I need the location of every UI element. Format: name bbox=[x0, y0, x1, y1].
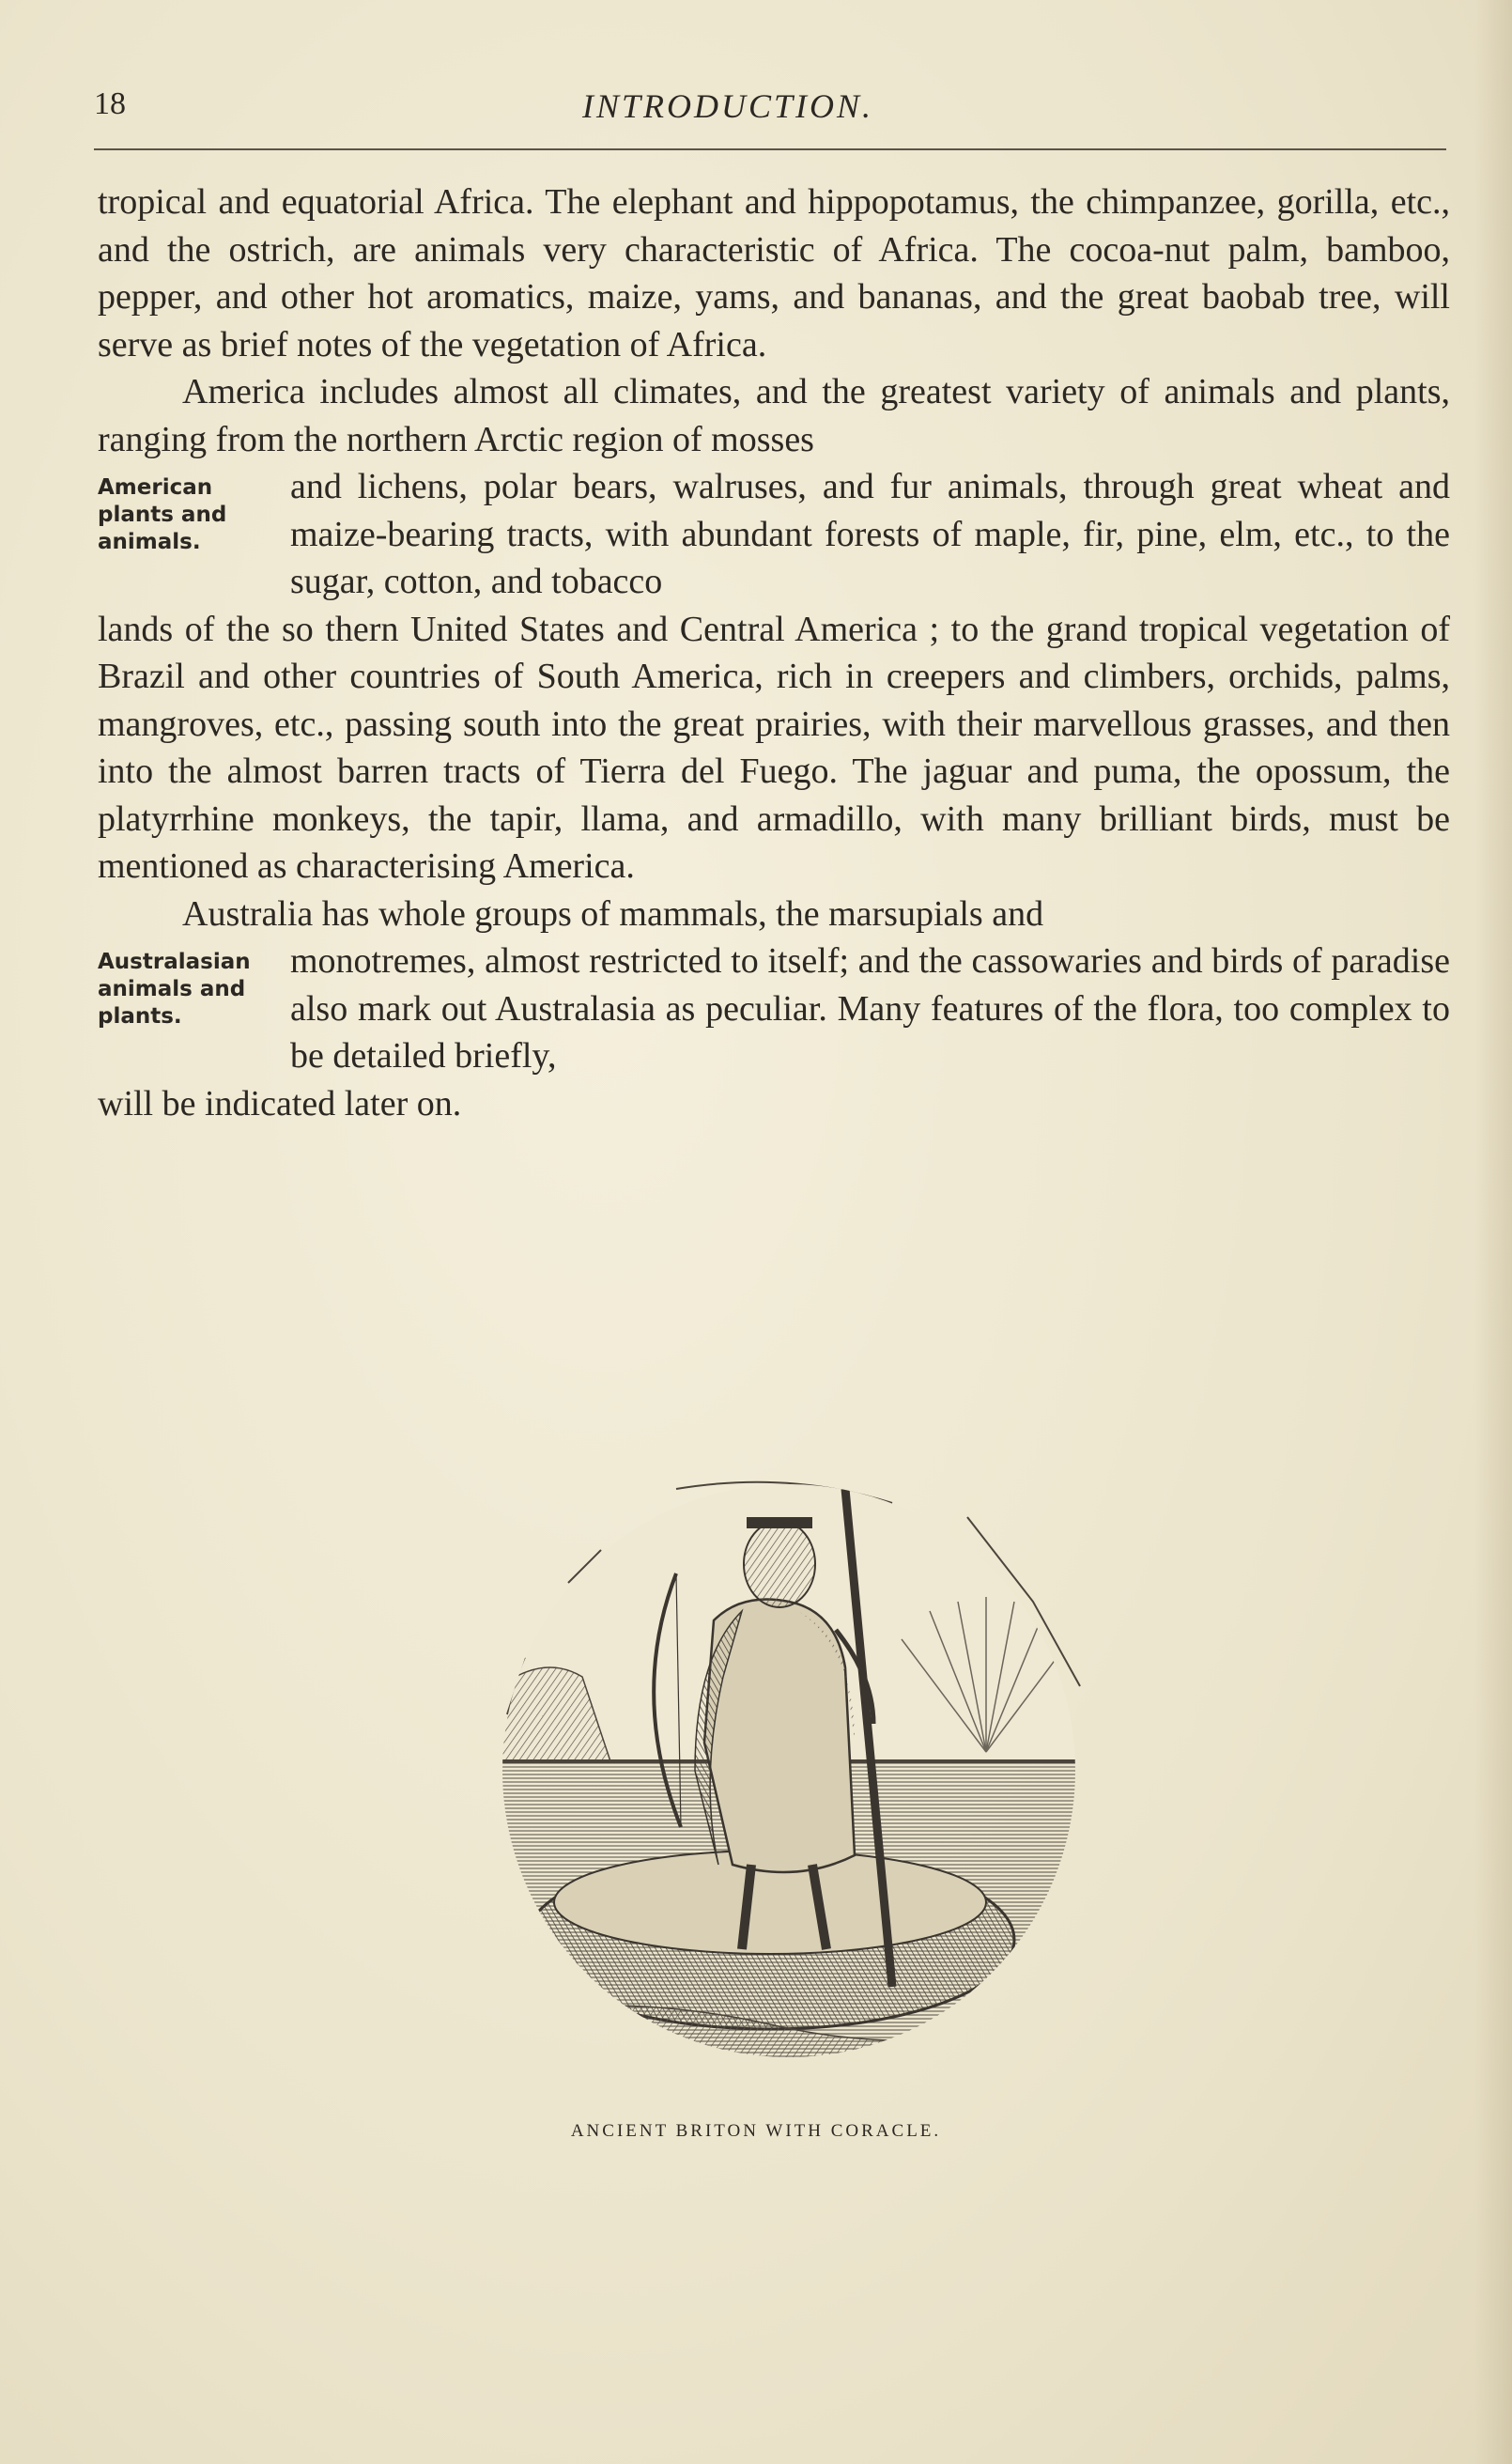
body-text bbox=[98, 178, 1450, 1127]
america-margin-block bbox=[98, 463, 1450, 606]
engraving-briton-coracle bbox=[460, 1461, 1118, 2062]
paragraph-america-rest: lands of the so thern United States and Central America ; to the grand tropical vegetation of Brazil and other countries of South America, rich in creepers and climbers, orchids, palms, mangroves, etc., passing south into the great prairies, with their marvellous grasses, and then into the almost barren tracts of Tierra del Fuego. The jaguar and puma, the opossum, the platyrrhine monkeys, the tapir, llama, and armadillo, with many brilliant birds, must be mentioned as characterising America. bbox=[98, 609, 1450, 886]
paragraph-australia-wrapped: monotremes, almost restricted to itself; and the cassowaries and birds of paradise also mark out Australasia as peculiar. Many features of the flora, too complex to be detailed briefly, bbox=[290, 941, 1450, 1076]
paragraph-america-wrapped: and lichens, polar bears, walruses, and fur animals, through great wheat and maize-bearing tracts, with abundant forests of maple, fir, pine, elm, etc., to the sugar, cotton, and tobacco bbox=[290, 467, 1450, 601]
side-note-line: American bbox=[98, 475, 213, 500]
running-head bbox=[94, 86, 1446, 143]
paragraph-america-lead: America includes almost all climates, and the greatest variety of animals and plants, ranging from the northern Arctic region of mosses bbox=[98, 372, 1450, 459]
paragraph-africa: tropical and equatorial Africa. The elephant and hippopotamus, the chimpanzee, gorilla, etc., and the ostrich, are animals very characteristic of Africa. The cocoa-nut palm, bamboo, pepper, and other hot aromatics, maize, yams, and bananas, and the great baobab tree, will serve as brief notes of the vegetation of Africa. bbox=[98, 182, 1450, 364]
side-note-line: plants and bbox=[98, 503, 227, 527]
figure-caption: ANCIENT BRITON WITH CORACLE. bbox=[570, 2121, 942, 2141]
page-edge-shadow bbox=[1474, 0, 1512, 2464]
paragraph-australia-lead: Australia has whole groups of mammals, the marsupials and bbox=[182, 893, 1044, 934]
header-rule bbox=[94, 148, 1446, 150]
side-note-line: plants. bbox=[98, 1004, 182, 1029]
paragraph-australia-rest: will be indicated later on. bbox=[98, 1083, 462, 1124]
australasia-margin-block bbox=[98, 938, 1450, 1080]
side-note-american bbox=[98, 463, 290, 606]
side-note-line: animals. bbox=[98, 530, 201, 554]
page-number: 18 bbox=[94, 86, 126, 121]
side-note-australasian bbox=[98, 938, 290, 1080]
running-title: INTRODUCTION. bbox=[582, 87, 874, 125]
side-note-line: animals and bbox=[98, 977, 246, 1001]
side-note-line: Australasian bbox=[98, 950, 251, 974]
